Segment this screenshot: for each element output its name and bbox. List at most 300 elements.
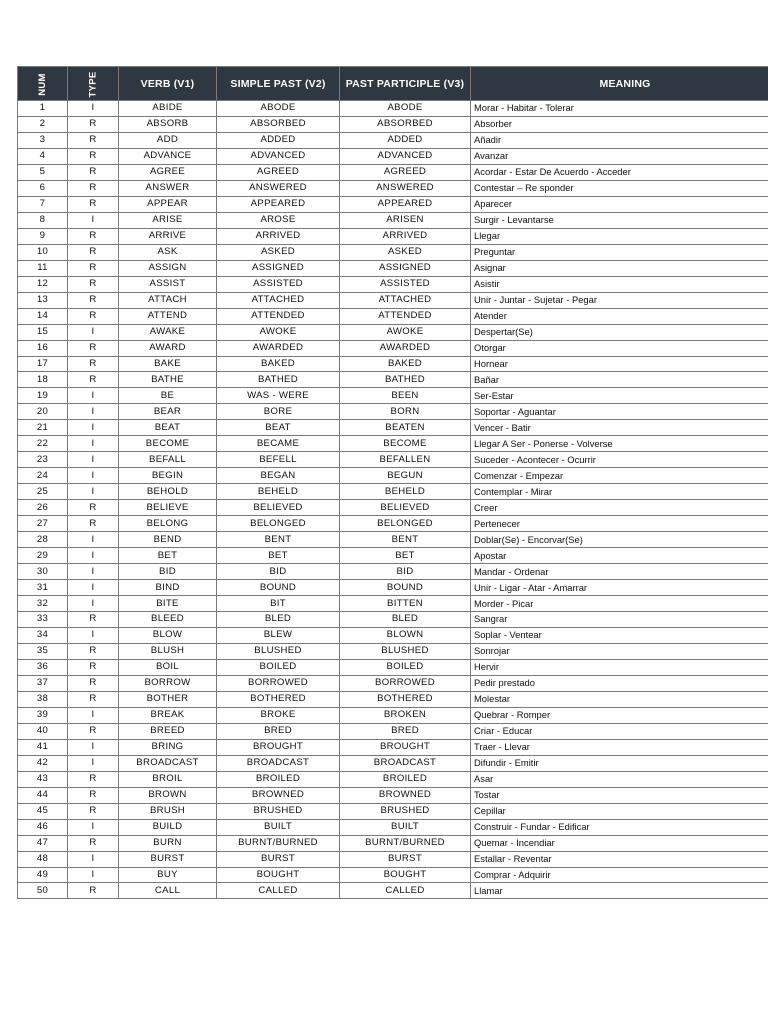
cell-past-participle-v3: BOUGHT — [340, 867, 471, 883]
cell-meaning: Unir - Ligar - Atar - Amarrar — [471, 580, 768, 596]
cell-type: I — [68, 452, 119, 468]
cell-meaning: Morar - Habitar - Tolerar — [471, 101, 768, 117]
table-row — [18, 516, 768, 532]
cell-type: R — [68, 276, 119, 292]
cell-verb-v1: BOIL — [119, 659, 217, 675]
column-header-simple-past-v2: SIMPLE PAST (V2) — [217, 67, 340, 101]
cell-simple-past-v2: BOUGHT — [217, 867, 340, 883]
cell-type: R — [68, 244, 119, 260]
cell-simple-past-v2: BEAT — [217, 420, 340, 436]
table-row — [18, 627, 768, 643]
table-row — [18, 739, 768, 755]
cell-meaning: Hornear — [471, 356, 768, 372]
cell-meaning: Añadir — [471, 132, 768, 148]
cell-simple-past-v2: BURST — [217, 851, 340, 867]
table-row — [18, 244, 768, 260]
cell-verb-v1: ABSORB — [119, 116, 217, 132]
cell-num: 13 — [18, 292, 68, 308]
cell-verb-v1: ABIDE — [119, 101, 217, 117]
table-row — [18, 659, 768, 675]
cell-meaning: Sonrojar — [471, 643, 768, 659]
cell-simple-past-v2: BLED — [217, 612, 340, 628]
cell-past-participle-v3: AGREED — [340, 164, 471, 180]
table-row — [18, 883, 768, 899]
cell-simple-past-v2: BEGAN — [217, 468, 340, 484]
cell-verb-v1: BE — [119, 388, 217, 404]
cell-simple-past-v2: BRED — [217, 723, 340, 739]
cell-meaning: Avanzar — [471, 148, 768, 164]
cell-verb-v1: BLUSH — [119, 643, 217, 659]
cell-simple-past-v2: BECAME — [217, 436, 340, 452]
cell-meaning: Vencer - Batir — [471, 420, 768, 436]
cell-num: 44 — [18, 787, 68, 803]
table-header — [18, 67, 768, 101]
cell-meaning: Estallar - Reventar — [471, 851, 768, 867]
cell-meaning: Quemar - Incendiar — [471, 835, 768, 851]
cell-past-participle-v3: ASSIGNED — [340, 260, 471, 276]
cell-meaning: Asignar — [471, 260, 768, 276]
column-header-num — [18, 67, 68, 101]
cell-type: I — [68, 819, 119, 835]
table-row — [18, 164, 768, 180]
cell-simple-past-v2: BOTHERED — [217, 691, 340, 707]
table-row — [18, 819, 768, 835]
cell-verb-v1: BITE — [119, 596, 217, 612]
cell-type: R — [68, 116, 119, 132]
table-row — [18, 356, 768, 372]
table-row — [18, 436, 768, 452]
cell-verb-v1: ARRIVE — [119, 228, 217, 244]
cell-meaning: Comenzar - Empezar — [471, 468, 768, 484]
cell-num: 30 — [18, 564, 68, 580]
table-row — [18, 196, 768, 212]
cell-type: R — [68, 260, 119, 276]
cell-num: 42 — [18, 755, 68, 771]
cell-meaning: Morder - Picar — [471, 596, 768, 612]
table-row — [18, 548, 768, 564]
table-row — [18, 388, 768, 404]
cell-verb-v1: BEFALL — [119, 452, 217, 468]
cell-past-participle-v3: AWOKE — [340, 324, 471, 340]
cell-simple-past-v2: AWOKE — [217, 324, 340, 340]
table-row — [18, 723, 768, 739]
cell-verb-v1: ATTACH — [119, 292, 217, 308]
cell-type: R — [68, 803, 119, 819]
cell-past-participle-v3: BELIEVED — [340, 500, 471, 516]
cell-num: 22 — [18, 436, 68, 452]
cell-verb-v1: ASSIGN — [119, 260, 217, 276]
cell-simple-past-v2: BOILED — [217, 659, 340, 675]
table-row — [18, 372, 768, 388]
cell-simple-past-v2: ADDED — [217, 132, 340, 148]
cell-past-participle-v3: ATTACHED — [340, 292, 471, 308]
cell-simple-past-v2: BOUND — [217, 580, 340, 596]
cell-meaning: Criar - Educar — [471, 723, 768, 739]
cell-num: 3 — [18, 132, 68, 148]
cell-num: 49 — [18, 867, 68, 883]
cell-num: 34 — [18, 627, 68, 643]
cell-type: R — [68, 723, 119, 739]
verb-table-container — [17, 66, 768, 899]
cell-type: I — [68, 532, 119, 548]
cell-meaning: Traer - Llevar — [471, 739, 768, 755]
cell-num: 7 — [18, 196, 68, 212]
table-row — [18, 564, 768, 580]
cell-simple-past-v2: WAS - WERE — [217, 388, 340, 404]
cell-num: 38 — [18, 691, 68, 707]
cell-past-participle-v3: BENT — [340, 532, 471, 548]
cell-num: 46 — [18, 819, 68, 835]
cell-past-participle-v3: BROKEN — [340, 707, 471, 723]
cell-simple-past-v2: ARRIVED — [217, 228, 340, 244]
cell-past-participle-v3: ABSORBED — [340, 116, 471, 132]
cell-verb-v1: ANSWER — [119, 180, 217, 196]
cell-verb-v1: BELONG — [119, 516, 217, 532]
cell-verb-v1: BEGIN — [119, 468, 217, 484]
table-row — [18, 580, 768, 596]
cell-meaning: Pertenecer — [471, 516, 768, 532]
cell-verb-v1: BEHOLD — [119, 484, 217, 500]
cell-simple-past-v2: BROKE — [217, 707, 340, 723]
cell-simple-past-v2: BLUSHED — [217, 643, 340, 659]
cell-simple-past-v2: BRUSHED — [217, 803, 340, 819]
cell-past-participle-v3: BROILED — [340, 771, 471, 787]
cell-num: 17 — [18, 356, 68, 372]
cell-type: R — [68, 516, 119, 532]
table-row — [18, 691, 768, 707]
cell-simple-past-v2: BORE — [217, 404, 340, 420]
cell-verb-v1: BLOW — [119, 627, 217, 643]
cell-past-participle-v3: BECOME — [340, 436, 471, 452]
cell-num: 50 — [18, 883, 68, 899]
cell-simple-past-v2: BROILED — [217, 771, 340, 787]
cell-simple-past-v2: ANSWERED — [217, 180, 340, 196]
cell-type: I — [68, 468, 119, 484]
cell-simple-past-v2: BENT — [217, 532, 340, 548]
cell-simple-past-v2: AGREED — [217, 164, 340, 180]
cell-num: 21 — [18, 420, 68, 436]
cell-past-participle-v3: BEHELD — [340, 484, 471, 500]
cell-num: 26 — [18, 500, 68, 516]
cell-past-participle-v3: BOUND — [340, 580, 471, 596]
cell-simple-past-v2: ATTACHED — [217, 292, 340, 308]
cell-verb-v1: BORROW — [119, 675, 217, 691]
cell-verb-v1: CALL — [119, 883, 217, 899]
cell-simple-past-v2: BEFELL — [217, 452, 340, 468]
cell-past-participle-v3: BITTEN — [340, 596, 471, 612]
cell-simple-past-v2: BELONGED — [217, 516, 340, 532]
cell-past-participle-v3: ABODE — [340, 101, 471, 117]
table-row — [18, 260, 768, 276]
cell-past-participle-v3: BID — [340, 564, 471, 580]
cell-verb-v1: AWARD — [119, 340, 217, 356]
cell-meaning: Soportar - Aguantar — [471, 404, 768, 420]
table-row — [18, 180, 768, 196]
cell-verb-v1: ADVANCE — [119, 148, 217, 164]
cell-num: 19 — [18, 388, 68, 404]
cell-past-participle-v3: BEGUN — [340, 468, 471, 484]
cell-simple-past-v2: BIT — [217, 596, 340, 612]
cell-type: I — [68, 420, 119, 436]
cell-past-participle-v3: ASKED — [340, 244, 471, 260]
cell-verb-v1: BROWN — [119, 787, 217, 803]
cell-type: R — [68, 228, 119, 244]
cell-verb-v1: BID — [119, 564, 217, 580]
table-row — [18, 803, 768, 819]
table-row — [18, 500, 768, 516]
cell-simple-past-v2: BID — [217, 564, 340, 580]
cell-num: 5 — [18, 164, 68, 180]
cell-verb-v1: AWAKE — [119, 324, 217, 340]
cell-meaning: Ser-Estar — [471, 388, 768, 404]
cell-verb-v1: BRING — [119, 739, 217, 755]
cell-simple-past-v2: BLEW — [217, 627, 340, 643]
cell-simple-past-v2: BEHELD — [217, 484, 340, 500]
cell-type: R — [68, 308, 119, 324]
table-row — [18, 851, 768, 867]
cell-num: 4 — [18, 148, 68, 164]
cell-past-participle-v3: CALLED — [340, 883, 471, 899]
cell-verb-v1: BELIEVE — [119, 500, 217, 516]
cell-past-participle-v3: ADDED — [340, 132, 471, 148]
cell-num: 23 — [18, 452, 68, 468]
cell-num: 37 — [18, 675, 68, 691]
table-row — [18, 212, 768, 228]
cell-num: 28 — [18, 532, 68, 548]
cell-simple-past-v2: ATTENDED — [217, 308, 340, 324]
cell-type: R — [68, 787, 119, 803]
column-header-verb-v1: VERB (V1) — [119, 67, 217, 101]
cell-meaning: Soplar - Ventear — [471, 627, 768, 643]
cell-past-participle-v3: BEFALLEN — [340, 452, 471, 468]
cell-meaning: Llegar A Ser - Ponerse - Volverse — [471, 436, 768, 452]
cell-meaning: Asar — [471, 771, 768, 787]
cell-meaning: Aparecer — [471, 196, 768, 212]
cell-verb-v1: BATHE — [119, 372, 217, 388]
cell-num: 6 — [18, 180, 68, 196]
cell-meaning: Molestar — [471, 691, 768, 707]
cell-meaning: Contestar – Re sponder — [471, 180, 768, 196]
cell-meaning: Creer — [471, 500, 768, 516]
cell-type: I — [68, 707, 119, 723]
table-row — [18, 292, 768, 308]
cell-meaning: Hervir — [471, 659, 768, 675]
cell-past-participle-v3: BLED — [340, 612, 471, 628]
cell-past-participle-v3: BURST — [340, 851, 471, 867]
table-row — [18, 324, 768, 340]
cell-past-participle-v3: BATHED — [340, 372, 471, 388]
cell-meaning: Suceder - Acontecer - Ocurrir — [471, 452, 768, 468]
cell-type: I — [68, 755, 119, 771]
cell-num: 2 — [18, 116, 68, 132]
table-row — [18, 420, 768, 436]
cell-verb-v1: BUILD — [119, 819, 217, 835]
table-row — [18, 771, 768, 787]
cell-meaning: Atender — [471, 308, 768, 324]
cell-meaning: Otorgar — [471, 340, 768, 356]
cell-num: 10 — [18, 244, 68, 260]
cell-verb-v1: ASSIST — [119, 276, 217, 292]
table-row — [18, 308, 768, 324]
cell-verb-v1: BURN — [119, 835, 217, 851]
cell-num: 20 — [18, 404, 68, 420]
cell-num: 29 — [18, 548, 68, 564]
cell-verb-v1: AGREE — [119, 164, 217, 180]
column-header-meaning: MEANING — [471, 67, 768, 101]
cell-past-participle-v3: BAKED — [340, 356, 471, 372]
cell-type: I — [68, 580, 119, 596]
cell-verb-v1: ADD — [119, 132, 217, 148]
cell-simple-past-v2: BAKED — [217, 356, 340, 372]
cell-past-participle-v3: APPEARED — [340, 196, 471, 212]
table-row — [18, 132, 768, 148]
cell-meaning: Doblar(Se) - Encorvar(Se) — [471, 532, 768, 548]
cell-verb-v1: ARISE — [119, 212, 217, 228]
cell-past-participle-v3: ASSISTED — [340, 276, 471, 292]
cell-meaning: Preguntar — [471, 244, 768, 260]
cell-verb-v1: APPEAR — [119, 196, 217, 212]
cell-num: 36 — [18, 659, 68, 675]
cell-simple-past-v2: BROWNED — [217, 787, 340, 803]
table-row — [18, 452, 768, 468]
column-header-num-label: NUM — [36, 72, 48, 96]
cell-verb-v1: BREED — [119, 723, 217, 739]
column-header-past-participle-v3: PAST PARTICIPLE (V3) — [340, 67, 471, 101]
cell-num: 9 — [18, 228, 68, 244]
cell-type: R — [68, 675, 119, 691]
cell-simple-past-v2: ABODE — [217, 101, 340, 117]
table-row — [18, 787, 768, 803]
cell-meaning: Comprar - Adquirir — [471, 867, 768, 883]
cell-num: 16 — [18, 340, 68, 356]
cell-num: 1 — [18, 101, 68, 117]
table-row — [18, 116, 768, 132]
cell-type: I — [68, 212, 119, 228]
cell-type: I — [68, 564, 119, 580]
cell-verb-v1: BAKE — [119, 356, 217, 372]
cell-verb-v1: BROIL — [119, 771, 217, 787]
cell-type: R — [68, 883, 119, 899]
cell-verb-v1: BEAT — [119, 420, 217, 436]
cell-simple-past-v2: APPEARED — [217, 196, 340, 212]
cell-meaning: Difundir - Emitir — [471, 755, 768, 771]
cell-num: 27 — [18, 516, 68, 532]
cell-meaning: Asistir — [471, 276, 768, 292]
cell-type: R — [68, 148, 119, 164]
cell-past-participle-v3: BROADCAST — [340, 755, 471, 771]
table-row — [18, 228, 768, 244]
table-row — [18, 755, 768, 771]
table-row — [18, 276, 768, 292]
cell-num: 18 — [18, 372, 68, 388]
cell-type: R — [68, 132, 119, 148]
cell-type: I — [68, 627, 119, 643]
cell-past-participle-v3: ADVANCED — [340, 148, 471, 164]
table-row — [18, 596, 768, 612]
cell-meaning: Quebrar - Romper — [471, 707, 768, 723]
table-row — [18, 340, 768, 356]
cell-simple-past-v2: BORROWED — [217, 675, 340, 691]
cell-verb-v1: BECOME — [119, 436, 217, 452]
cell-simple-past-v2: BURNT/BURNED — [217, 835, 340, 851]
cell-type: R — [68, 372, 119, 388]
cell-type: I — [68, 324, 119, 340]
cell-num: 45 — [18, 803, 68, 819]
cell-past-participle-v3: BORN — [340, 404, 471, 420]
cell-meaning: Llamar — [471, 883, 768, 899]
table-row — [18, 835, 768, 851]
cell-type: R — [68, 659, 119, 675]
cell-type: R — [68, 196, 119, 212]
cell-simple-past-v2: ASSIGNED — [217, 260, 340, 276]
table-row — [18, 148, 768, 164]
cell-type: I — [68, 596, 119, 612]
cell-simple-past-v2: ASKED — [217, 244, 340, 260]
cell-verb-v1: BROADCAST — [119, 755, 217, 771]
cell-meaning: Contemplar - Mirar — [471, 484, 768, 500]
cell-num: 24 — [18, 468, 68, 484]
cell-verb-v1: ATTEND — [119, 308, 217, 324]
cell-type: I — [68, 436, 119, 452]
cell-num: 35 — [18, 643, 68, 659]
cell-num: 33 — [18, 612, 68, 628]
cell-simple-past-v2: CALLED — [217, 883, 340, 899]
cell-verb-v1: BEAR — [119, 404, 217, 420]
cell-meaning: Construir - Fundar - Edificar — [471, 819, 768, 835]
cell-meaning: Llegar — [471, 228, 768, 244]
cell-type: R — [68, 500, 119, 516]
cell-past-participle-v3: AWARDED — [340, 340, 471, 356]
cell-simple-past-v2: BUILT — [217, 819, 340, 835]
cell-past-participle-v3: BEEN — [340, 388, 471, 404]
cell-simple-past-v2: BELIEVED — [217, 500, 340, 516]
cell-past-participle-v3: BOTHERED — [340, 691, 471, 707]
cell-type: R — [68, 340, 119, 356]
cell-type: I — [68, 101, 119, 117]
cell-past-participle-v3: ANSWERED — [340, 180, 471, 196]
cell-meaning: Despertar(Se) — [471, 324, 768, 340]
cell-past-participle-v3: BORROWED — [340, 675, 471, 691]
cell-verb-v1: BIND — [119, 580, 217, 596]
cell-past-participle-v3: ARRIVED — [340, 228, 471, 244]
cell-verb-v1: BRUSH — [119, 803, 217, 819]
cell-type: R — [68, 771, 119, 787]
cell-type: I — [68, 404, 119, 420]
cell-past-participle-v3: BRED — [340, 723, 471, 739]
column-header-type-label: TYPE — [87, 70, 99, 98]
cell-type: R — [68, 691, 119, 707]
cell-verb-v1: BEND — [119, 532, 217, 548]
table-row — [18, 675, 768, 691]
cell-meaning: Mandar - Ordenar — [471, 564, 768, 580]
cell-meaning: Cepillar — [471, 803, 768, 819]
cell-meaning: Apostar — [471, 548, 768, 564]
cell-type: I — [68, 739, 119, 755]
cell-verb-v1: BREAK — [119, 707, 217, 723]
cell-past-participle-v3: BOILED — [340, 659, 471, 675]
cell-meaning: Bañar — [471, 372, 768, 388]
cell-past-participle-v3: BLUSHED — [340, 643, 471, 659]
cell-num: 41 — [18, 739, 68, 755]
table-row — [18, 707, 768, 723]
table-row — [18, 867, 768, 883]
header-row — [18, 67, 768, 101]
cell-past-participle-v3: BEATEN — [340, 420, 471, 436]
cell-meaning: Sangrar — [471, 612, 768, 628]
cell-type: I — [68, 484, 119, 500]
cell-simple-past-v2: BROUGHT — [217, 739, 340, 755]
cell-simple-past-v2: BROADCAST — [217, 755, 340, 771]
